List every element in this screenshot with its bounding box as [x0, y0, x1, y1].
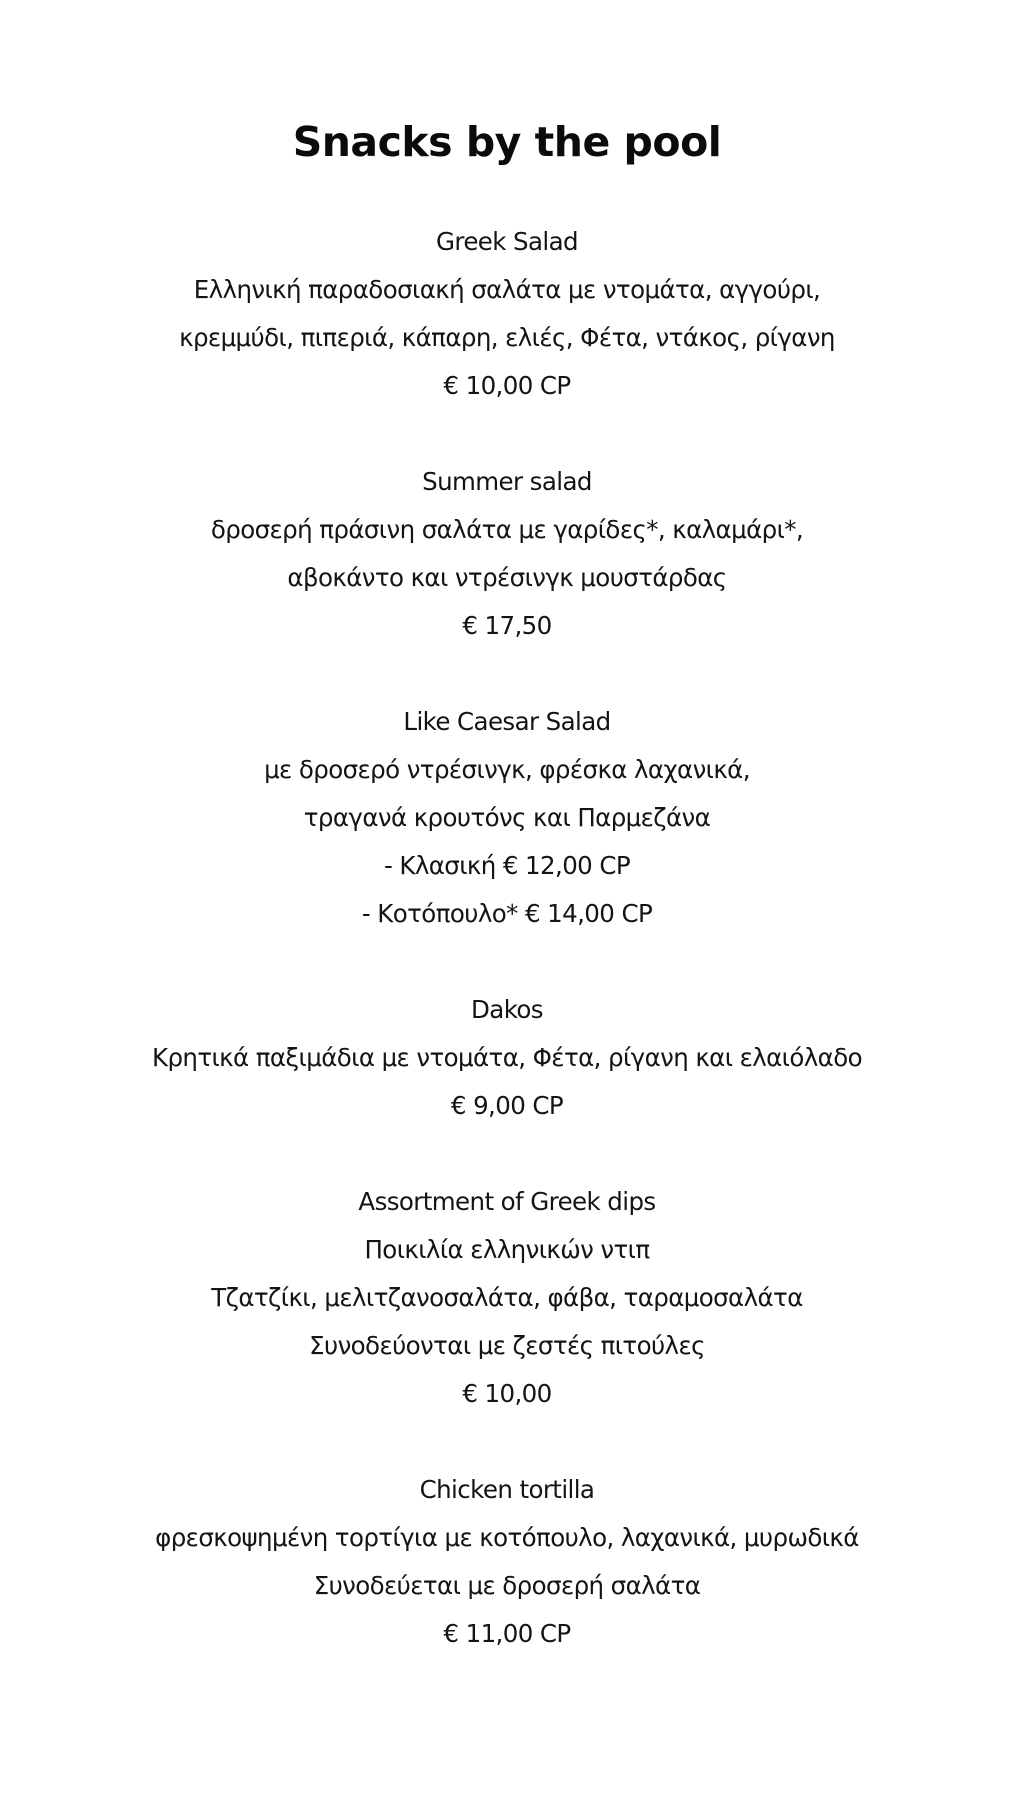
page-title: Snacks by the pool	[292, 118, 722, 166]
menu-item-dakos	[0, 986, 1014, 1130]
item-description: Συνοδεύονται με ζεστές πιτούλες	[309, 1331, 705, 1360]
menu-item-greek-salad	[0, 218, 1014, 410]
menu-item-chicken-tortilla	[0, 1466, 1014, 1658]
item-description: Τζατζίκι, μελιτζανοσαλάτα, φάβα, ταραμοσαλάτα	[211, 1283, 803, 1312]
item-price: € 10,00	[462, 1379, 552, 1408]
menu-item-greek-dips	[0, 1178, 1014, 1418]
item-description: με δροσερό ντρέσινγκ, φρέσκα λαχανικά,	[264, 755, 750, 784]
item-description: Ποικιλία ελληνικών ντιπ	[364, 1235, 650, 1264]
item-name: Assortment of Greek dips	[358, 1187, 656, 1216]
item-description: κρεμμύδι, πιπεριά, κάπαρη, ελιές, Φέτα, ντάκος, ρίγανη	[179, 323, 835, 352]
item-price: € 17,50	[462, 611, 552, 640]
item-description: φρεσκοψημένη τορτίγια με κοτόπουλο, λαχανικά, μυρωδικά	[155, 1523, 859, 1552]
item-price-classic: - Κλασική € 12,00 CP	[383, 851, 631, 880]
item-price: € 9,00 CP	[450, 1091, 564, 1120]
menu-list	[0, 218, 1014, 1706]
item-description: Ελληνική παραδοσιακή σαλάτα με ντομάτα, αγγούρι,	[193, 275, 821, 304]
item-name: Greek Salad	[436, 227, 578, 256]
menu-item-summer-salad	[0, 458, 1014, 650]
item-description: Κρητικά παξιμάδια με ντομάτα, Φέτα, ρίγανη και ελαιόλαδο	[152, 1043, 862, 1072]
item-description: τραγανά κρουτόνς και Παρμεζάνα	[303, 803, 711, 832]
item-description: αβοκάντο και ντρέσινγκ μουστάρδας	[287, 563, 727, 592]
item-price-chicken: - Κοτόπουλο* € 14,00 CP	[361, 899, 653, 928]
item-name: Like Caesar Salad	[403, 707, 611, 736]
item-description: Συνοδεύεται με δροσερή σαλάτα	[313, 1571, 701, 1600]
item-price: € 10,00 CP	[443, 371, 571, 400]
item-description: δροσερή πράσινη σαλάτα με γαρίδες*, καλαμάρι*,	[210, 515, 804, 544]
item-name: Dakos	[471, 995, 543, 1024]
item-name: Chicken tortilla	[419, 1475, 595, 1504]
menu-item-caesar-salad	[0, 698, 1014, 938]
item-name: Summer salad	[422, 467, 592, 496]
item-price: € 11,00 CP	[443, 1619, 571, 1648]
